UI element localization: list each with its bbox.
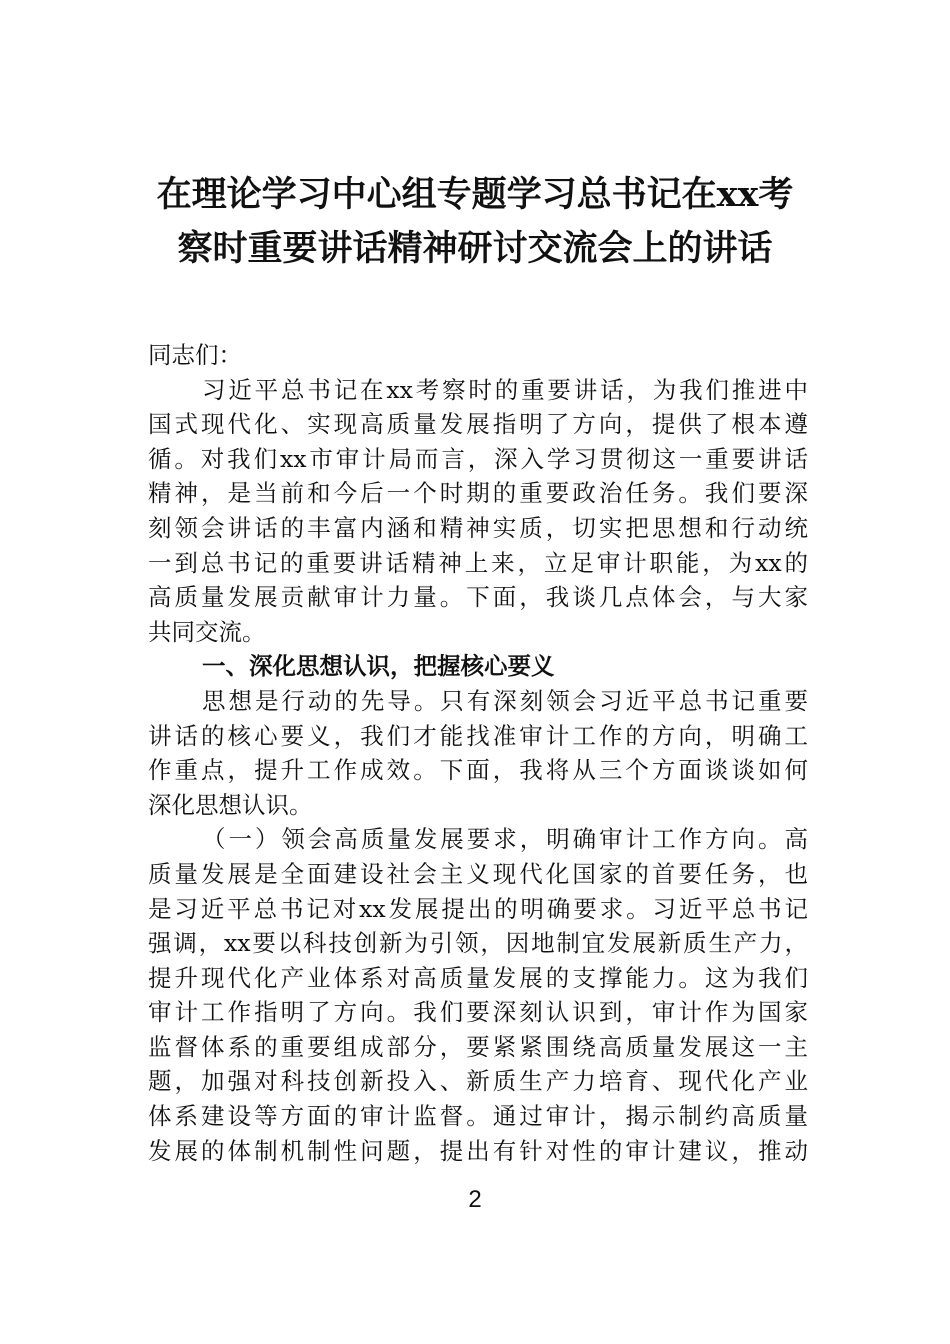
body-line: 共同交流。 bbox=[148, 617, 266, 646]
body-line: 习近平总书记在xx考察时的重要讲话，为我们推进中 bbox=[202, 375, 808, 404]
body-line: 讲话的核心要义，我们才能找准审计工作的方向，明确工 bbox=[148, 721, 808, 750]
body-line: 思想是行动的先导。只有深刻领会习近平总书记重要 bbox=[202, 686, 808, 715]
title-line: 在理论学习中心组专题学习总书记在xx考 bbox=[156, 174, 794, 215]
body-line: 质量发展是全面建设社会主义现代化国家的首要任务，也 bbox=[148, 859, 808, 888]
body-line: 循。对我们xx市审计局而言，深入学习贯彻这一重要讲话 bbox=[148, 444, 808, 473]
body-line: 国式现代化、实现高质量发展指明了方向，提供了根本遵 bbox=[148, 410, 808, 439]
document-title bbox=[140, 168, 810, 276]
body-line: 发展的体制机制性问题，提出有针对性的审计建议，推动 bbox=[148, 1136, 808, 1165]
body-line: 题，加强对科技创新投入、新质生产力培育、现代化产业 bbox=[148, 1067, 808, 1096]
body-line: 作重点，提升工作成效。下面，我将从三个方面谈谈如何 bbox=[148, 756, 808, 785]
body-line: 监督体系的重要组成部分，要紧紧围绕高质量发展这一主 bbox=[148, 1032, 808, 1061]
body-line: 强调，xx要以科技创新为引领，因地制宜发展新质生产力， bbox=[148, 929, 808, 958]
body-line: 提升现代化产业体系对高质量发展的支撑能力。这为我们 bbox=[148, 963, 808, 992]
document-body bbox=[148, 338, 808, 1168]
body-line: 审计工作指明了方向。我们要深刻认识到，审计作为国家 bbox=[148, 998, 808, 1027]
section-heading: 一、深化思想认识，把握核心要义 bbox=[202, 652, 555, 681]
salutation: 同志们： bbox=[148, 341, 242, 369]
body-line: （一）领会高质量发展要求，明确审计工作方向。高 bbox=[202, 825, 808, 854]
body-line: 精神，是当前和今后一个时期的重要政治任务。我们要深 bbox=[148, 479, 808, 508]
body-line: 一到总书记的重要讲话精神上来，立足审计职能，为xx的 bbox=[148, 548, 808, 577]
body-line: 高质量发展贡献审计力量。下面，我谈几点体会，与大家 bbox=[148, 583, 808, 612]
title-line: 察时重要讲话精神研讨交流会上的讲话 bbox=[177, 228, 773, 269]
body-line: 是习近平总书记对xx发展提出的明确要求。习近平总书记 bbox=[148, 894, 808, 923]
page-number: 2 bbox=[468, 1186, 482, 1213]
body-line: 深化思想认识。 bbox=[148, 790, 313, 819]
body-line: 刻领会讲话的丰富内涵和精神实质，切实把思想和行动统 bbox=[148, 513, 808, 542]
body-line: 体系建设等方面的审计监督。通过审计，揭示制约高质量 bbox=[148, 1102, 808, 1131]
